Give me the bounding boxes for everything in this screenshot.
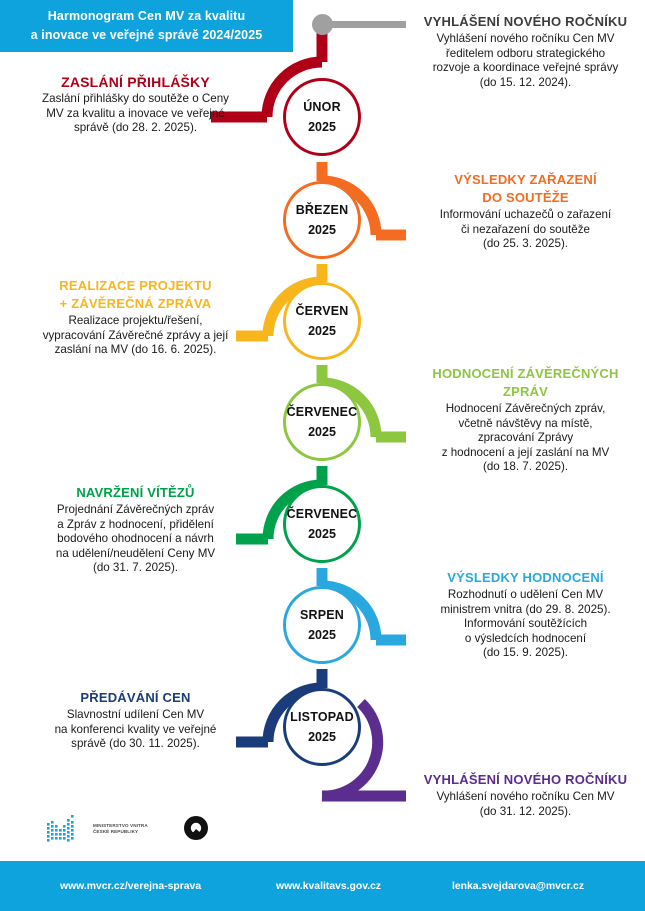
event-block-predavani-cen (8, 690, 263, 752)
ministry-logo-line2: ČESKÉ REPUBLIKY (93, 829, 139, 834)
event-body-line: ředitelem odboru strategického (445, 46, 606, 60)
node-month: ČERVEN (295, 303, 349, 318)
event-body-line: bodového ohodnocení a návrh (57, 532, 214, 546)
event-title: VYHLÁŠENÍ NOVÉHO ROČNÍKU (423, 772, 628, 787)
event-body-line: (do 31. 12. 2025). (479, 804, 572, 818)
header-title-line2: a inovace ve veřejné správě 2024/2025 (30, 28, 263, 42)
node-month: BŘEZEN (295, 202, 349, 217)
event-body-line: správě (do 28. 2. 2025). (73, 121, 198, 135)
event-body-line: správě (do 30. 11. 2025). (71, 737, 200, 751)
footer-link-mvcr[interactable]: www.mvcr.cz/verejna-sprava (60, 880, 202, 892)
timeline-node-listopad[interactable] (283, 688, 361, 766)
event-body-line: MV za kvalitu a inovace ve veřejné (46, 106, 225, 120)
event-body-line: Vyhlášení nového ročníku Cen MV (436, 790, 615, 803)
quality-q-logo (183, 815, 211, 848)
timeline-node-cervenec-1[interactable] (283, 383, 361, 461)
event-body-line: z hodnocení a její zaslání na MV (441, 445, 610, 459)
event-body-line: na konferenci kvality ve veřejné (54, 722, 217, 736)
event-title: VÝSLEDKY HODNOCENÍ (447, 570, 604, 585)
event-block-vysledky-zarazeni (406, 172, 645, 252)
node-month: ČERVENEC (286, 506, 358, 521)
event-title-line2: ZPRÁV (502, 384, 549, 399)
event-body-line: o výsledcích hodnocení (464, 631, 587, 645)
event-body-line: Realizace projektu/řešení, (68, 314, 203, 327)
node-year: 2025 (308, 323, 336, 338)
event-body-line: (do 31. 7. 2025). (92, 561, 179, 575)
node-year: 2025 (308, 627, 336, 642)
event-body-line: ministrem vnitra (do 29. 8. 2025). (440, 602, 611, 616)
ministry-logo-line1: MINISTERSTVO VNITRA (93, 822, 148, 828)
event-title: VYHLÁŠENÍ NOVÉHO ROČNÍKU (423, 14, 628, 29)
q-mark-icon (183, 815, 211, 843)
event-title: VÝSLEDKY ZAŘAZENÍ (454, 172, 597, 187)
event-body-line: (do 25. 3. 2025). (482, 237, 569, 251)
event-body-line: Informování soutěžících (463, 617, 588, 631)
event-block-vysledky-hodnoceni (406, 570, 645, 661)
event-body-line: (do 15. 9. 2025). (482, 646, 569, 660)
event-body-line: na udělení/neudělení Ceny MV (55, 546, 216, 560)
footer-bar (0, 861, 645, 911)
event-block-vyhlaseni-2024 (406, 14, 645, 90)
node-month: SRPEN (299, 607, 345, 622)
node-month: ČERVENEC (286, 404, 358, 419)
node-year: 2025 (308, 729, 336, 744)
event-body-line: Informování uchazečů o zařazení (439, 208, 612, 221)
node-year: 2025 (308, 526, 336, 541)
event-body-line: Vyhlášení nového ročníku Cen MV (436, 32, 615, 45)
event-body-line: Projednání Závěrečných zpráv (56, 503, 215, 516)
event-body-line: zaslání na MV (do 16. 6. 2025). (54, 343, 217, 357)
event-body-line: zpracování Zprávy (477, 431, 574, 445)
ministry-logo (47, 815, 148, 843)
event-title: REALIZACE PROJEKTU (59, 278, 212, 293)
timeline-node-cerven[interactable] (283, 282, 361, 360)
ministry-pixel-m-icon (47, 815, 87, 843)
event-title: NAVRŽENÍ VÍTĚZŮ (76, 485, 195, 500)
node-year: 2025 (308, 222, 336, 237)
node-year: 2025 (308, 424, 336, 439)
footer-link-email[interactable]: lenka.svejdarova@mvcr.cz (452, 880, 585, 892)
header-title-line1: Harmonogram Cen MV za kvalitu (47, 9, 246, 23)
footer-link-kvalita[interactable]: www.kvalitavs.gov.cz (276, 880, 382, 892)
event-body-line: (do 15. 12. 2024). (479, 75, 572, 89)
event-block-zaslani-prihlasky (8, 74, 263, 136)
event-body-line: včetně návštěvy na místě, (458, 416, 593, 430)
event-title: ZASLÁNÍ PŘIHLÁŠKY (61, 74, 210, 90)
event-title-line2: + ZÁVĚREČNÁ ZPRÁVA (59, 296, 212, 311)
event-body-line: rozvoje a koordinace veřejné správy (432, 61, 619, 75)
event-body-line: Rozhodnutí o udělení Cen MV (447, 588, 604, 601)
event-title-line2: DO SOUTĚŽE (482, 190, 569, 205)
node-year: 2025 (308, 119, 336, 134)
event-block-hodnoceni-zprav (406, 366, 645, 475)
node-month: LISTOPAD (290, 709, 354, 724)
timeline-node-brezen[interactable] (283, 181, 361, 259)
event-block-vyhlaseni-2025 (406, 772, 645, 819)
event-body-line: Slavnostní udílení Cen MV (66, 708, 205, 721)
event-block-navrzeni-vitezu (8, 485, 263, 576)
event-title: PŘEDÁVÁNÍ CEN (80, 690, 191, 705)
timeline-start-dot-icon (312, 14, 333, 35)
event-body-line: a Zpráv z hodnocení, přidělení (57, 517, 214, 531)
node-month: ÚNOR (303, 99, 341, 114)
event-block-realizace-projektu (8, 278, 263, 358)
event-body-line: Zaslání přihlášky do soutěže o Ceny (42, 92, 229, 105)
event-body-line: či nezařazení do soutěže (461, 222, 590, 236)
event-body-line: Hodnocení Závěrečných zpráv, (445, 402, 606, 415)
timeline-node-srpen[interactable] (283, 586, 361, 664)
timeline-start-connector (330, 21, 406, 28)
timeline-node-unor[interactable] (283, 78, 361, 156)
event-body-line: (do 18. 7. 2025). (482, 460, 569, 474)
timeline-node-cervenec-2[interactable] (283, 485, 361, 563)
event-title: HODNOCENÍ ZÁVĚREČNÝCH (432, 366, 619, 381)
header-banner (0, 0, 293, 52)
event-body-line: vypracování Závěrečné zprávy a její (42, 328, 229, 342)
